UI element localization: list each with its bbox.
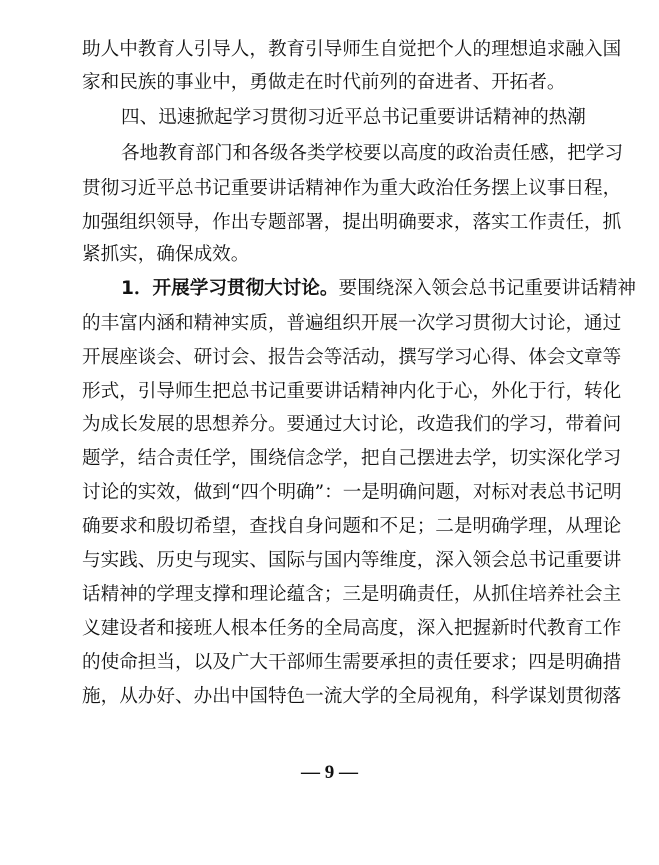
text-line: 家和民族的事业中，勇做走在时代前列的奋进者、开拓者。 (82, 72, 566, 93)
item-line: 形式，引导师生把总书记重要讲话精神内化于心，外化于行，转化 (82, 381, 622, 402)
item-line: 义建设者和接班人根本任务的全局高度，深入把握新时代教育工作 (82, 618, 622, 639)
item-line: 的丰富内涵和精神实质，普遍组织开展一次学习贯彻大讨论，通过 (82, 313, 622, 334)
item-line: 话精神的学理支撑和理论蕴含；三是明确责任，从抓住培养社会主 (82, 584, 622, 605)
item-first-text: 要围绕深入领会总书记重要讲话精神 (338, 278, 636, 299)
item-line: 的使命担当，以及广大干部师生需要承担的责任要求；四是明确措 (82, 652, 622, 673)
item-line: 题学，结合责任学，围绕信念学，把自己摆进去学，切实深化学习 (82, 448, 622, 469)
item-line: 讨论的实效，做到“四个明确”：一是明确问题，对标对表总书记明 (82, 482, 622, 503)
section-heading: 四、迅速掀起学习贯彻习近平总书记重要讲话精神的热潮 (121, 107, 586, 128)
page-number: — 9 — (301, 762, 358, 783)
paragraph-line: 各地教育部门和各级各类学校要以高度的政治责任感，把学习 (121, 143, 624, 164)
item-line: 确要求和殷切希望，查找自身问题和不足；二是明确学理，从理论 (82, 516, 622, 537)
item-line: 开展座谈会、研讨会、报告会等活动，撰写学习心得、体会文章等 (82, 347, 622, 368)
paragraph-line: 贯彻习近平总书记重要讲话精神作为重大政治任务摆上议事日程， (82, 178, 622, 199)
item-line: 与实践、历史与现实、国际与国内等维度，深入领会总书记重要讲 (82, 550, 622, 571)
text-line: 助人中教育人引导人，教育引导师生自觉把个人的理想追求融入国 (82, 39, 622, 60)
paragraph-line: 加强组织领导，作出专题部署，提出明确要求，落实工作责任，抓 (82, 212, 622, 233)
item-line: 为成长发展的思想养分。要通过大讨论，改造我们的学习，带着问 (82, 414, 622, 435)
paragraph-line: 紧抓实，确保成效。 (82, 244, 250, 265)
item-title: 1．开展学习贯彻大讨论。 (121, 278, 339, 299)
item-line: 施，从办好、办出中国特色一流大学的全局视角，科学谋划贯彻落 (82, 686, 622, 707)
item-first-line (121, 274, 636, 304)
